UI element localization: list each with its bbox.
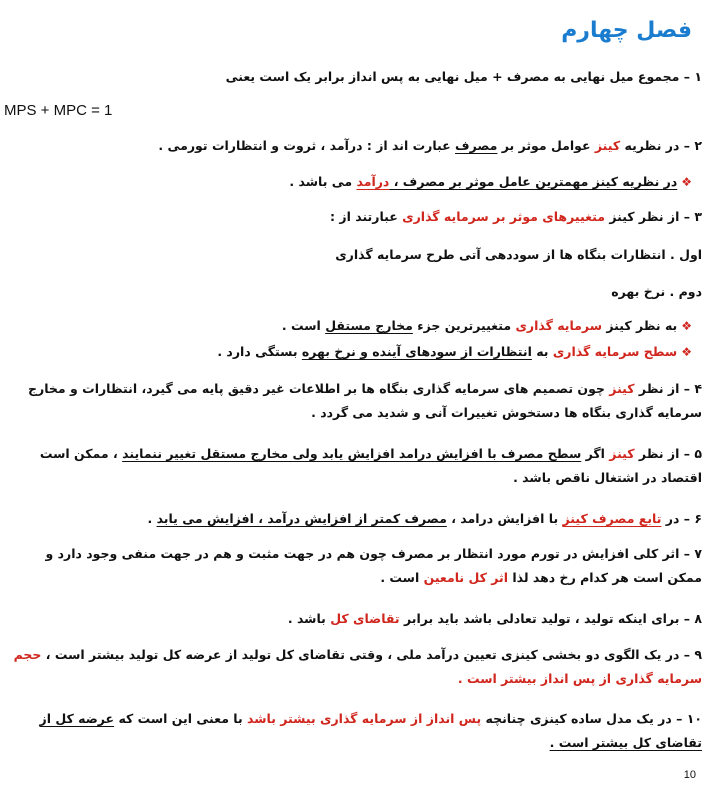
item-9-volume: حجم سرمایه گذاری از پس انداز بیشتر است . (13, 647, 702, 686)
item-7 (8, 542, 702, 590)
item-8-demand: تقاضای کل (330, 611, 400, 626)
item-2-keynes: کینز (594, 138, 621, 153)
item-3-first (8, 244, 702, 266)
item-5-condition: سطح مصرف با افزایش درامد افزایش یابد ولی مخارج مستقل تغییر ننمایند (122, 446, 582, 461)
item-3-second-text: دوم . نرخ بهره (611, 284, 702, 299)
item-3-second (8, 281, 702, 303)
bullet-1-income: درآمد (356, 174, 390, 189)
bullet-icon: ❖ (681, 175, 692, 189)
bullet-3-level: سطح سرمایه گذاری (552, 344, 678, 359)
bullet-3-d: بستگی دارد . (217, 344, 302, 359)
item-7-a: ۷ – اثر کلی افزایش در تورم مورد انتظار بر مصرف چون هم در جهت مثبت و هم در جهت منفی وجود دارد و ممکن است هر کدام رخ دهد لذا (45, 546, 702, 585)
item-6-e: . (147, 511, 157, 526)
item-6-a: ۶ – در (661, 511, 702, 526)
bullet-icon: ❖ (681, 319, 692, 333)
item-2-e: عبارت اند از : درآمد ، ثروت و انتظارات تورمی . (158, 138, 456, 153)
item-6-result: مصرف کمتر از افزایش درآمد ، افزایش می یابد (156, 511, 447, 526)
bullet-3 (8, 341, 692, 363)
bullet-2-investment: سرمایه گذاری (515, 318, 602, 333)
item-3-first-text: اول . انتظارات بنگاه ها از سوددهی آتی طرح سرمایه گذاری (335, 247, 702, 262)
bullet-2-e: است . (281, 318, 326, 333)
item-10-c: با معنی این است که (114, 711, 248, 726)
item-4-c: چون تصمیم های سرمایه گذاری بنگاه ها بر اطلاعات غیر دقیق پایه می گیرد، انتظارات و مخارج سرمایه گذاری بنگاه ها دستخوش تغییرات آنی و شدید می گردد . (28, 381, 702, 420)
item-2-consumption: مصرف (455, 138, 498, 153)
bullet-2-a: به نظر کینز (602, 318, 678, 333)
item-3 (8, 206, 702, 228)
item-4-keynes: کینز (609, 381, 635, 396)
item-10-savings: پس انداز از سرمایه گذاری بیشتر باشد (247, 711, 482, 726)
item-6-c: با افزایش درامد ، (446, 511, 563, 526)
item-5-a: ۵ – از نظر (634, 446, 702, 461)
item-2-a: ۲ – در نظریه (620, 138, 702, 153)
item-9 (8, 643, 702, 691)
item-5-e: ، ممکن است اقتصاد در اشتغال ناقص باشد . (39, 446, 702, 485)
bullet-3-b: به (531, 344, 553, 359)
item-1 (8, 66, 702, 88)
bullet-3-expectations: انتظارات از سودهای آینده و نرخ بهره (301, 344, 532, 359)
item-6-function: تابع مصرف کینز (562, 511, 662, 526)
bullet-2 (8, 315, 692, 337)
item-10-a: ۱۰ – در یک مدل ساده کینزی چنانچه (481, 711, 702, 726)
item-6 (8, 508, 702, 530)
bullet-icon: ❖ (681, 345, 692, 359)
item-9-a: ۹ – در یک الگوی دو بخشی کینزی تعیین درآمد ملی ، وقتی تقاضای کل تولید از عرضه کل تولید بیشتر است ، (41, 647, 702, 662)
item-2-c: عوامل موثر بر (497, 138, 595, 153)
item-7-effect: اثر کل نامعین (423, 570, 508, 585)
bullet-1 (8, 171, 692, 193)
item-4-a: ۴ – از نظر (634, 381, 702, 396)
item-5 (8, 442, 702, 490)
item-3-c: عبارتند از : (330, 209, 403, 224)
item-7-c: است . (380, 570, 424, 585)
chapter-title: فصل چهارم (561, 18, 692, 43)
item-4 (8, 377, 702, 425)
item-3-variables: متغییرهای موثر بر سرمایه گذاری (402, 209, 605, 224)
item-10 (8, 707, 702, 755)
item-8 (8, 608, 702, 630)
item-3-a: ۳ – از نظر کینز (604, 209, 702, 224)
item-8-a: ۸ – برای اینکه تولید ، تولید تعادلی باشد باید برابر (399, 611, 702, 626)
item-2 (8, 135, 702, 157)
item-10-supply: عرضه کل از تقاضای کل بیشتر است . (39, 711, 702, 750)
page-number: 10 (683, 769, 696, 781)
item-5-c: اگر (581, 446, 610, 461)
bullet-1-c: می باشد . (289, 174, 357, 189)
formula: MPS + MPC = 1 (4, 102, 113, 119)
bullet-2-autonomous: مخارج مستقل (325, 318, 413, 333)
item-1-text: ۱ – مجموع میل نهایی به مصرف + میل نهایی به پس انداز برابر یک است یعنی (225, 69, 702, 84)
bullet-2-c: متغییرترین جزء (412, 318, 516, 333)
item-8-c: باشد . (287, 611, 331, 626)
bullet-1-a: در نظریه کینز مهمترین عامل موثر بر مصرف ، (389, 174, 678, 189)
item-5-keynes: کینز (609, 446, 635, 461)
